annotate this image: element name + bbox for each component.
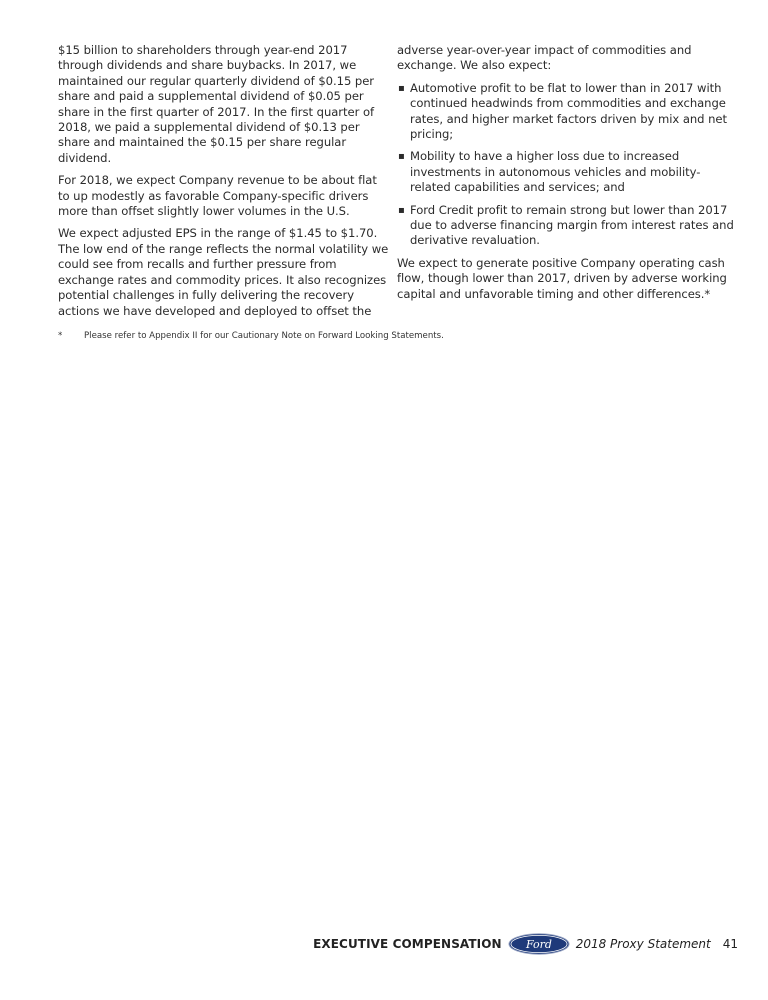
- bullet-icon: ▪: [398, 204, 405, 216]
- document-title: 2018 Proxy Statement: [575, 937, 711, 951]
- expectations-list: [397, 81, 737, 249]
- paragraph-revenue-outlook: For 2018, we expect Company revenue to be about flat to up modestly as favorable Company-specific drivers more than offset slightly lower volumes in the U.S.: [58, 173, 377, 219]
- left-column: [58, 43, 392, 326]
- list-item: [397, 81, 737, 143]
- page-footer: [313, 933, 738, 955]
- paragraph-shareholder-returns: $15 billion to shareholders through year-end 2017 through dividends and share buybacks. In 2017, we maintained our regular quarterly dividend of $0.15 per share and paid a supplemental dividend of $0.05 per share in the first quarter of 2017. In the first quarter of 2018, we paid a supplemental dividend of $0.13 per share and maintained the $0.15 per share regular dividend.: [58, 43, 375, 165]
- right-column: [397, 43, 737, 309]
- paragraph-intro: adverse year-over-year impact of commodities and exchange. We also expect:: [397, 43, 692, 73]
- footnote-text: Please refer to Appendix II for our Cautionary Note on Forward Looking Statements.: [84, 331, 444, 341]
- bullet-icon: ▪: [398, 82, 405, 94]
- list-item: [397, 203, 737, 249]
- logo-text: Ford: [525, 938, 552, 951]
- paragraph-cash-flow: We expect to generate positive Company operating cash flow, though lower than 2017, driven by adverse working capital and unfavorable timing and other differences.*: [397, 255, 727, 301]
- bullet-icon: ▪: [398, 151, 405, 163]
- list-item: [397, 149, 737, 195]
- footnote-marker: *: [58, 331, 63, 341]
- list-item-text: Automotive profit to be flat to lower than in 2017 with continued headwinds from commodities and exchange rates, and higher market factors driven by mix and net pricing;: [410, 80, 728, 142]
- footnote: [58, 331, 444, 341]
- section-title: EXECUTIVE COMPENSATION: [313, 937, 502, 951]
- page-number: 41: [722, 937, 738, 951]
- list-item-text: Ford Credit profit to remain strong but lower than 2017 due to adverse financing margin from interest rates and derivative revaluation.: [410, 202, 734, 248]
- ford-logo-icon: [508, 933, 570, 955]
- paragraph-eps-outlook: We expect adjusted EPS in the range of $1.45 to $1.70. The low end of the range reflects the normal volatility we could see from recalls and further pressure from exchange rates and commodity prices. It also recognizes potential challenges in fully delivering the recovery actions we have developed and deployed to offset the: [58, 226, 389, 318]
- list-item-text: Mobility to have a higher loss due to increased investments in autonomous vehicles and mobility-related capabilities and services; and: [410, 149, 701, 195]
